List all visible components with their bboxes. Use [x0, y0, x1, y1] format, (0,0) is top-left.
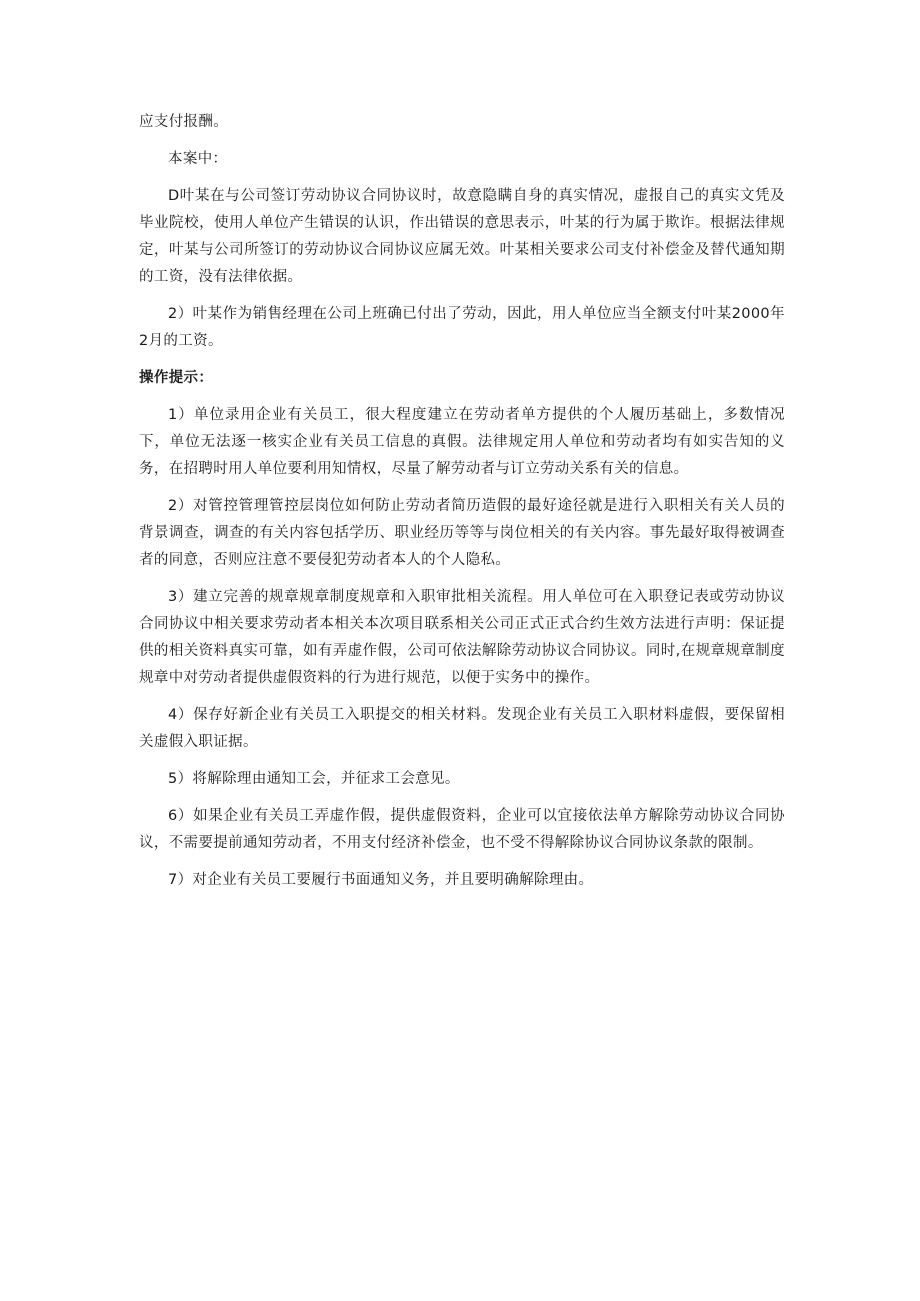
paragraph-case-intro: 本案中：	[168, 151, 228, 167]
paragraph-case-point-2: 2）叶某作为销售经理在公司上班确已付出了劳动，因此，用人单位应当全额支付叶某2000年2月的工资。	[139, 306, 785, 349]
document-body	[139, 109, 785, 904]
tip-item-2: 2）对管控管理管控层岗位如何防止劳动者简历造假的最好途径就是进行入职相关有关人员的背景调查，调查的有关内容包括学历、职业经历等等与岗位相关的有关内容。事先最好取得被调查者的同意，否则应注意不要侵犯劳动者本人的个人隐私。	[139, 498, 785, 568]
paragraph-case-point-1: D叶某在与公司签订劳动协议合同协议时，故意隐瞒自身的真实情况，虚报自己的真实文凭及毕业院校，使用人单位产生错误的认识，作出错误的意思表示，叶某的行为属于欺诈。根据法律规定，叶某与公司所签订的劳动协议合同协议应属无效。叶某相关要求公司支付补偿金及替代通知期的工资，没有法律依据。	[139, 188, 785, 285]
tip-item-6: 6）如果企业有关员工弄虚作假，提供虚假资料，企业可以宜接依法单方解除劳动协议合同协议，不需要提前通知劳动者，不用支付经济补偿金，也不受不得解除协议合同协议条款的限制。	[139, 808, 785, 851]
tip-item-3: 3）建立完善的规章规章制度规章和入职审批相关流程。用人单位可在入职登记表或劳动协议合同协议中相关要求劳动者本相关本次项目联系相关公司正式正式合约生效方法进行声明：保证提供的相关资料真实可靠，如有弄虚作假，公司可依法解除劳动协议合同协议。同时,在规章规章制度规章中对劳动者提供虚假资料的行为进行规范，以便于实务中的操作。	[139, 589, 785, 686]
tip-item-5: 5）将解除理由通知工会，并征求工会意见。	[168, 771, 460, 787]
paragraph-continuation: 应支付报酬。	[139, 114, 229, 130]
tip-item-7: 7）对企业有关员工要履行书面通知义务，并且要明确解除理由。	[168, 872, 594, 888]
tip-item-4: 4）保存好新企业有关员工入职提交的相关材料。发现企业有关员工入职材料虚假，要保留相关虚假入职证据。	[139, 707, 785, 750]
section-heading-operation-tips: 操作提示：	[139, 370, 214, 386]
tip-item-1: 1）单位录用企业有关员工，很大程度建立在劳动者单方提供的个人履历基础上，多数情况下，单位无法逐一核实企业有关员工信息的真假。法律规定用人单位和劳动者均有如实告知的义务，在招聘时用人单位要利用知情权，尽量了解劳动者与订立劳动关系有关的信息。	[139, 407, 785, 477]
